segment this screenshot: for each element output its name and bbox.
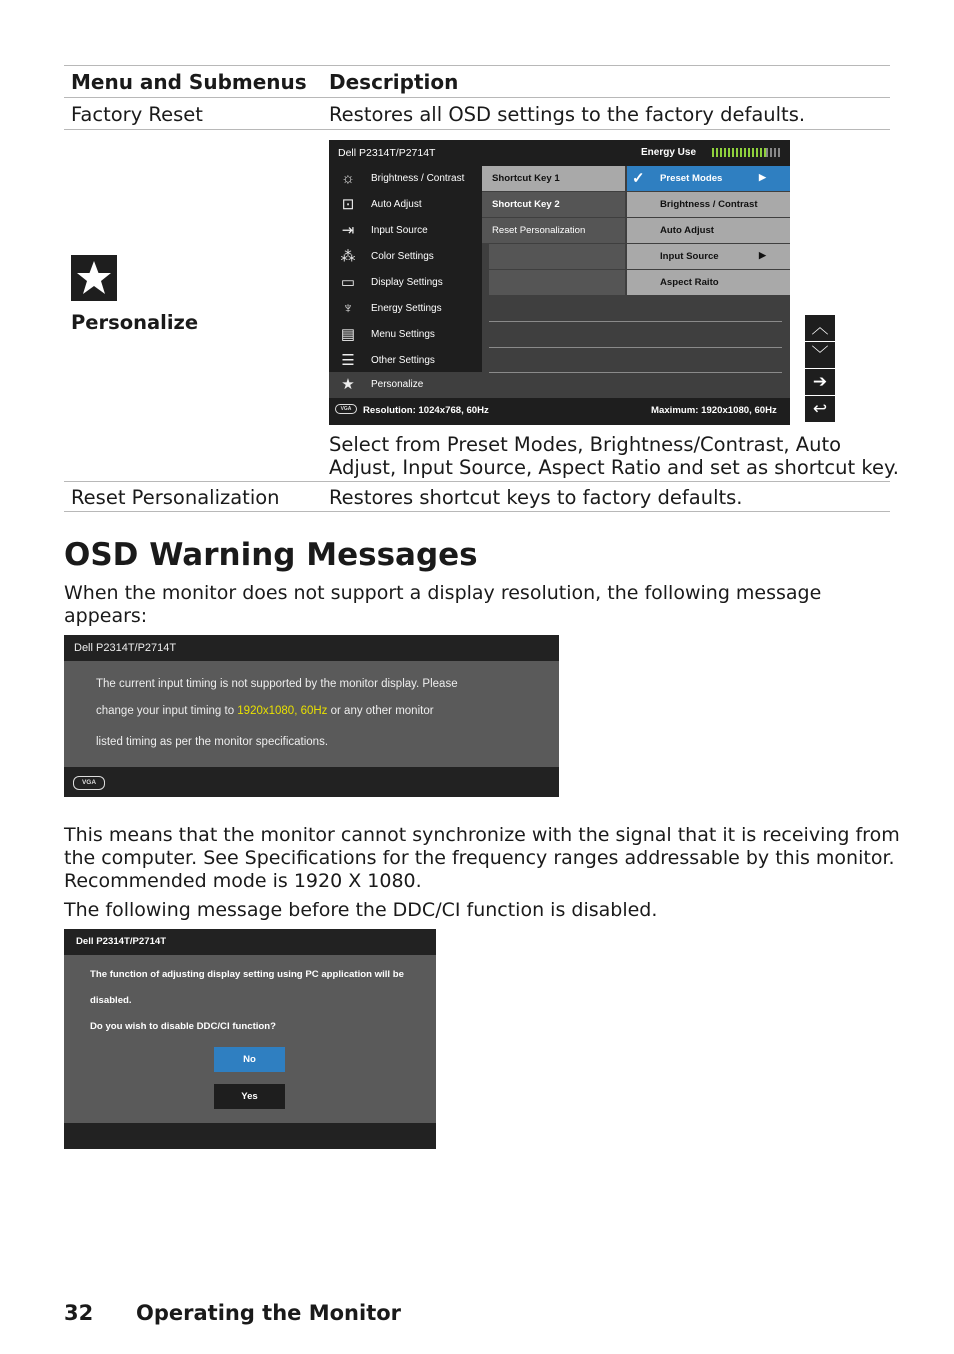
dialog-title: Dell P2314T/P2714T — [76, 936, 167, 947]
osd-shortcut-key-1[interactable]: Shortcut Key 1 — [482, 166, 625, 191]
up-arrow-button[interactable] — [805, 315, 835, 341]
color-settings-icon: ⁂ — [340, 248, 356, 265]
osd-auto-adjust[interactable]: Auto Adjust — [627, 218, 790, 243]
row-personalize-desc-line1: Select from Preset Modes, Brightness/Contrast, Auto — [329, 433, 842, 456]
warning-line3: listed timing as per the monitor specifications. — [96, 736, 329, 748]
other-settings-icon: ☰ — [341, 352, 355, 369]
chevron-down-icon: ﹀ — [811, 345, 829, 365]
page-number: 32 — [64, 1301, 94, 1325]
table-top-rule — [64, 65, 890, 66]
row-reset-personalization-menu: Reset Personalization — [71, 486, 280, 509]
row-personalize-menu: Personalize — [71, 311, 199, 334]
osd-item-energy-settings[interactable]: ♆ Energy Settings — [329, 296, 482, 322]
yes-button[interactable]: Yes — [214, 1084, 285, 1109]
row-reset-personalization-desc: Restores shortcut keys to factory defaults. — [329, 486, 743, 509]
osd-item-auto-adjust[interactable]: ⊡ Auto Adjust — [329, 192, 482, 218]
osd-shortcut-key-2[interactable]: Shortcut Key 2 — [482, 192, 625, 217]
table-row-rule — [64, 481, 890, 482]
osd-empty-row — [489, 244, 625, 269]
osd-brightness-contrast[interactable]: Brightness / Contrast — [627, 192, 790, 217]
osd-resolution: Resolution: 1024x768, 60Hz — [363, 405, 489, 416]
dialog-bottom-bar — [64, 1123, 436, 1149]
table-bottom-rule — [64, 511, 890, 512]
energy-meter-empty — [766, 148, 782, 157]
down-arrow-button[interactable] — [805, 342, 835, 368]
input-source-icon: ⇥ — [341, 222, 355, 239]
osd-empty-row — [489, 270, 625, 295]
osd-menu — [329, 140, 790, 425]
chevron-up-icon: ︿ — [811, 318, 829, 338]
ddc-line2: disabled. — [90, 995, 132, 1006]
energy-use-label: Energy Use — [641, 147, 697, 158]
osd-reset-personalization[interactable]: Reset Personalization — [482, 218, 625, 243]
column-header-description: Description — [329, 70, 459, 94]
energy-settings-icon: ♆ — [342, 300, 354, 317]
ddc-line3: Do you wish to disable DDC/CI function? — [90, 1021, 277, 1032]
vga-icon: VGA — [73, 776, 105, 790]
osd-item-menu-settings[interactable]: ▤ Menu Settings — [329, 322, 482, 348]
osd-aspect-ratio[interactable]: Aspect Raito — [627, 270, 790, 295]
back-button[interactable] — [805, 396, 835, 422]
para3: The following message before the DDC/CI function is disabled. — [64, 899, 658, 921]
intro-line2: appears: — [64, 605, 148, 627]
column-header-menu: Menu and Submenus — [71, 70, 307, 94]
submenu-arrow-icon: ▶ — [759, 172, 766, 182]
auto-adjust-icon: ⊡ — [341, 196, 355, 213]
return-icon: ↩ — [812, 399, 828, 419]
para2-line2: the computer. See Specifications for the frequency ranges addressable by this monitor. — [64, 847, 895, 869]
row-personalize-desc-line2: Adjust, Input Source, Aspect Ratio and set as shortcut key. — [329, 456, 899, 479]
ddc-line1: The function of adjusting display setting using PC application will be — [90, 969, 404, 980]
personalize-star-icon — [71, 255, 117, 301]
osd-item-display-settings[interactable]: ▭ Display Settings — [329, 270, 482, 296]
arrow-right-icon: ➔ — [812, 372, 828, 392]
enter-button[interactable] — [805, 369, 835, 395]
dialog-bottom-bar — [64, 767, 559, 797]
osd-divider — [489, 321, 782, 322]
menu-settings-icon: ▤ — [340, 326, 356, 343]
dialog-title: Dell P2314T/P2714T — [74, 642, 177, 654]
section-title: OSD Warning Messages — [64, 537, 478, 573]
highlight-timing: 1920x1080, 60Hz — [237, 705, 328, 717]
osd-item-other-settings[interactable]: ☰ Other Settings — [329, 348, 482, 374]
intro-line1: When the monitor does not support a display resolution, the following message — [64, 582, 822, 604]
submenu-arrow-icon: ▶ — [759, 250, 766, 260]
osd-divider — [489, 372, 782, 373]
chapter-title: Operating the Monitor — [136, 1301, 402, 1325]
osd-preset-modes[interactable]: ✓ Preset Modes ▶ — [627, 166, 790, 191]
warning-line1: The current input timing is not supported by the monitor display. Please — [96, 678, 458, 690]
warning-line2: change your input timing to 1920x1080, 60Hz or any other monitor — [96, 705, 434, 717]
osd-title: Dell P2314T/P2714T — [338, 147, 436, 159]
check-icon: ✓ — [632, 170, 645, 187]
star-icon: ★ — [341, 376, 355, 393]
row-factory-reset-menu: Factory Reset — [71, 103, 203, 126]
osd-item-personalize[interactable]: ★ Personalize — [329, 372, 482, 398]
display-settings-icon: ▭ — [340, 274, 356, 291]
brightness-icon: ☼ — [341, 170, 355, 187]
osd-item-input-source[interactable]: ⇥ Input Source — [329, 218, 482, 244]
ddcci-warning-dialog — [64, 929, 436, 1149]
para2-line1: This means that the monitor cannot synchronize with the signal that it is receiving from — [64, 824, 900, 846]
osd-maximum: Maximum: 1920x1080, 60Hz — [651, 405, 777, 416]
osd-item-color-settings[interactable]: ⁂ Color Settings — [329, 244, 482, 270]
table-row-rule — [64, 129, 890, 130]
osd-input-source[interactable]: Input Source ▶ — [627, 244, 790, 269]
para2-line3: Recommended mode is 1920 X 1080. — [64, 870, 422, 892]
osd-item-brightness[interactable]: ☼ Brightness / Contrast — [329, 166, 482, 192]
table-header-rule — [64, 97, 890, 98]
no-button[interactable]: No — [214, 1047, 285, 1072]
osd-divider — [489, 347, 782, 348]
resolution-warning-dialog — [64, 635, 559, 797]
vga-icon: VGA — [335, 404, 357, 414]
row-factory-reset-desc: Restores all OSD settings to the factory defaults. — [329, 103, 806, 126]
